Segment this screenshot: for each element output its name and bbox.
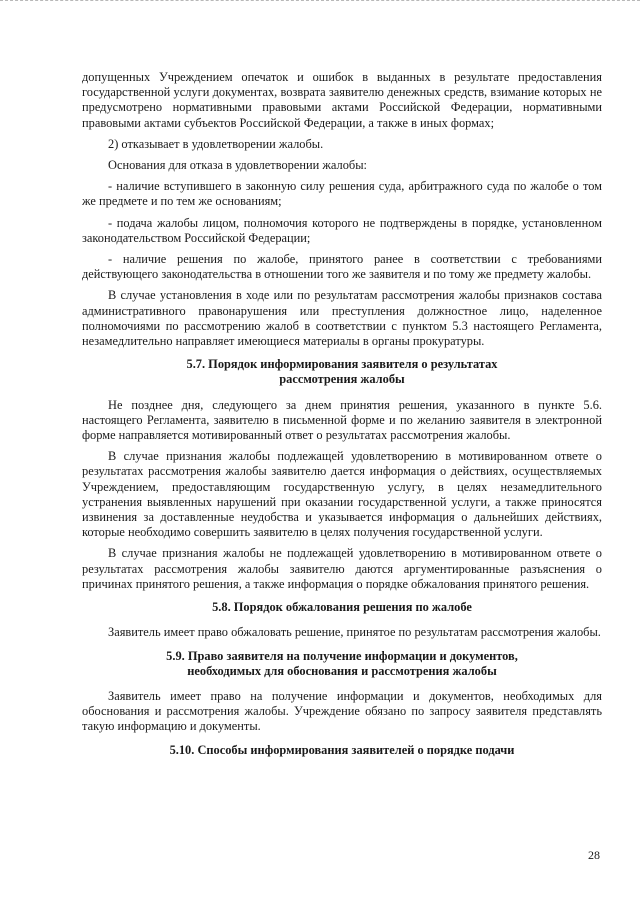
paragraph: 2) отказывает в удовлетворении жалобы. — [108, 136, 324, 151]
section-heading-5-8: 5.8. Порядок обжалования решения по жалобе — [212, 600, 472, 615]
paragraph: - наличие вступившего в законную силу решения суда, арбитражного суда по жалобе о том же предмете и по тем же основаниям; — [82, 179, 602, 209]
paragraph: Не позднее дня, следующего за днем принятия решения, указанного в пункте 5.6. настоящего Регламента, заявителю в письменной форме и по желанию заявителя в электронной форме направляется мотивированный ответ о результатах рассмотрения жалобы. — [82, 397, 602, 443]
scan-edge — [0, 0, 640, 7]
section-heading-5-7 — [82, 357, 602, 387]
paragraph: В случае установления в ходе или по результатам рассмотрения жалобы признаков состава административного правонарушения или преступления должностное лицо, наделенное полномочиями по рассмотрению жалоб в соответствии с пунктом 5.3 настоящего Регламента, незамедлительно направляет имеющиеся материалы в органы прокуратуры. — [82, 288, 602, 349]
heading-line: необходимых для обоснования и рассмотрения жалобы — [187, 663, 497, 678]
paragraph: Заявитель имеет право на получение информации и документов, необходимых для обоснования и рассмотрения жалобы. Учреждение обязано по запросу заявителя представлять такую информацию и документы. — [82, 688, 602, 734]
heading-line: рассмотрения жалобы — [279, 372, 405, 387]
paragraph: - подача жалобы лицом, полномочия которого не подтверждены в порядке, установленном законодательством Российской Федерации; — [82, 215, 602, 245]
paragraph: В случае признания жалобы не подлежащей удовлетворению в мотивированном ответе о результатах рассмотрения жалобы заявителю даются аргументированные разъяснения о причинах принятого решения, а также информация о порядке обжалования принятого решения. — [82, 546, 602, 591]
heading-line: 5.9. Право заявителя на получение информации и документов, — [166, 648, 518, 663]
section-heading-5-10: 5.10. Способы информирования заявителей о порядке подачи — [169, 742, 515, 757]
paragraph: В случае признания жалобы подлежащей удовлетворению в мотивированном ответе о результатах рассмотрения жалобы заявителю дается информация о действиях, осуществляемых Учреждением, предоставляющим государственную услугу, в целях незамедлительного устранения выявленных нарушений при оказании государственной услуги, а также приносятся извинения за доставленные неудобства и указывается информация о дальнейших действиях, которые необходимо совершить заявителю в целях получения государственной услуги. — [82, 449, 602, 540]
paragraph: Основания для отказа в удовлетворении жалобы: — [108, 158, 367, 173]
page-number: 28 — [588, 848, 600, 862]
heading-line: 5.7. Порядок информирования заявителя о результатах — [186, 357, 498, 372]
paragraph: Заявитель имеет право обжаловать решение, принятое по результатам рассмотрения жалобы. — [108, 625, 601, 640]
paragraph: допущенных Учреждением опечаток и ошибок в выданных в результате предоставления государственной услуги документах, возврата заявителю денежных средств, взимание которых не предусмотрено нормативными правовыми актами Российской Федерации, нормативными правовыми актами субъектов Российской Федерации, а также в иных формах; — [82, 70, 602, 130]
paragraph: - наличие решения по жалобе, принятого ранее в соответствии с требованиями действующего законодательства в отношении того же заявителя и по тому же предмету жалобы. — [82, 252, 602, 282]
section-heading-5-9 — [82, 649, 602, 679]
document-page — [82, 70, 602, 768]
